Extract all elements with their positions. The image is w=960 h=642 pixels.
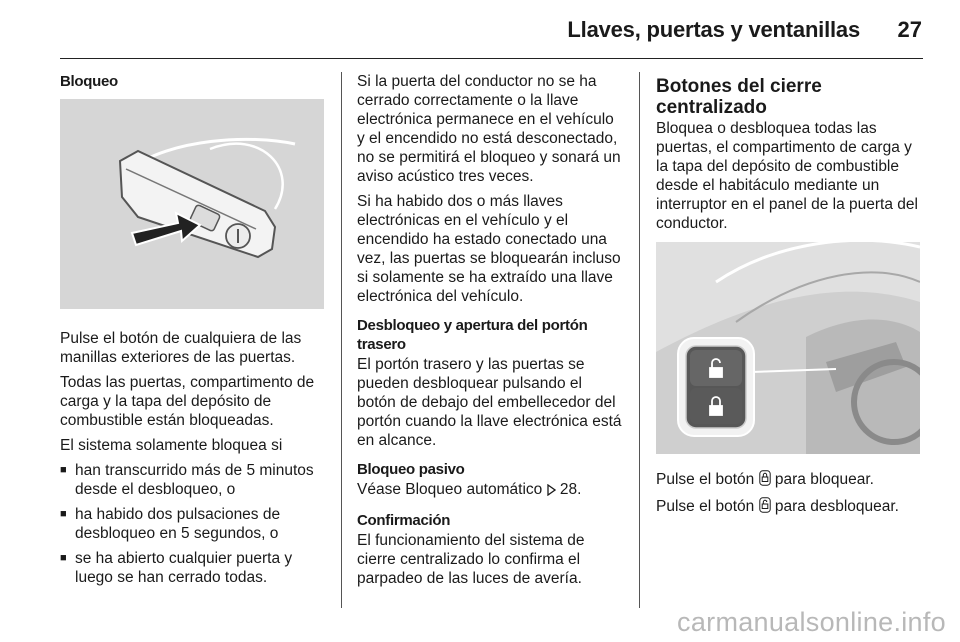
column-divider-2	[639, 72, 640, 608]
paragraph: El portón trasero y las puertas se pueden desbloquear pulsando el botón de debajo del embellecedor del portón cuando la llave electrónica está en alcance.	[357, 356, 622, 449]
bullet-list	[60, 461, 328, 587]
paragraph: El funcionamiento del sistema de cierre centralizado lo confirma el parpadeo de las luces de avería.	[357, 532, 585, 587]
lock-button-icon	[759, 470, 771, 491]
column-1	[60, 72, 328, 593]
section-heading-bloqueo-pasivo: Bloqueo pasivo	[357, 461, 465, 478]
door-panel-image	[656, 242, 920, 454]
paragraph: Todas las puertas, compartimento de carga y la tapa del depósito de combustible están bloqueadas.	[60, 374, 315, 429]
paragraph	[357, 480, 625, 501]
paragraph: Si la puerta del conductor no se ha cerrado correctamente o la llave electrónica permanece en el vehículo y el encendido no está desconectado, no se permitirá el bloqueo y sonará un aviso acústico tres veces.	[357, 73, 621, 185]
section-heading-bloqueo: Bloqueo	[60, 73, 118, 90]
instruction-text: para desbloquear.	[774, 498, 899, 515]
section-heading-portón: Desbloqueo y apertura del portón trasero	[357, 317, 588, 353]
page-reference[interactable]: 28.	[559, 481, 582, 498]
paragraph	[656, 497, 924, 518]
page-reference-icon	[547, 482, 556, 501]
section-heading-botones: Botones del cierre centralizado	[656, 76, 822, 118]
paragraph: El sistema solamente bloquea si	[60, 437, 283, 454]
door-panel-illustration	[656, 242, 920, 454]
paragraph	[656, 470, 924, 491]
instruction-text: Pulse el botón	[656, 498, 755, 515]
section-heading-confirmacion: Confirmación	[357, 512, 451, 529]
list-item: ■ se ha abierto cualquier puerta y luego se han cerrado todas.	[60, 549, 328, 587]
paragraph: Pulse el botón de cualquiera de las manillas exteriores de las puertas.	[60, 330, 302, 366]
instruction-text: para bloquear.	[774, 471, 874, 488]
page-header	[0, 0, 960, 62]
list-item: ■ han transcurrido más de 5 minutos desde el desbloqueo, o	[60, 461, 328, 499]
header-title: Llaves, puertas y ventanillas	[567, 17, 860, 42]
list-item: ■ ha habido dos pulsaciones de desbloqueo en 5 segundos, o	[60, 505, 328, 543]
cross-reference-text: Véase Bloqueo automático	[357, 481, 543, 498]
column-3	[656, 72, 924, 524]
column-2	[357, 72, 625, 594]
page-number: 27	[897, 17, 922, 42]
header-divider	[60, 58, 923, 59]
instruction-text: Pulse el botón	[656, 471, 755, 488]
unlock-button-icon	[759, 497, 771, 518]
door-handle-illustration	[60, 99, 324, 309]
paragraph: Bloquea o desbloquea todas las puertas, el compartimento de carga y la tapa del depósito de combustible desde el habitáculo mediante un interruptor en el panel de la puerta del conductor.	[656, 120, 918, 232]
door-handle-image	[60, 99, 324, 309]
column-divider-1	[341, 72, 342, 608]
watermark: carmanualsonline.info	[677, 607, 946, 637]
paragraph: Si ha habido dos o más llaves electrónicas en el vehículo y el encendido ha estado conectado una vez, las puertas se bloquearán incluso si solamente se ha extraído una llave electrónica del vehículo.	[357, 193, 621, 305]
